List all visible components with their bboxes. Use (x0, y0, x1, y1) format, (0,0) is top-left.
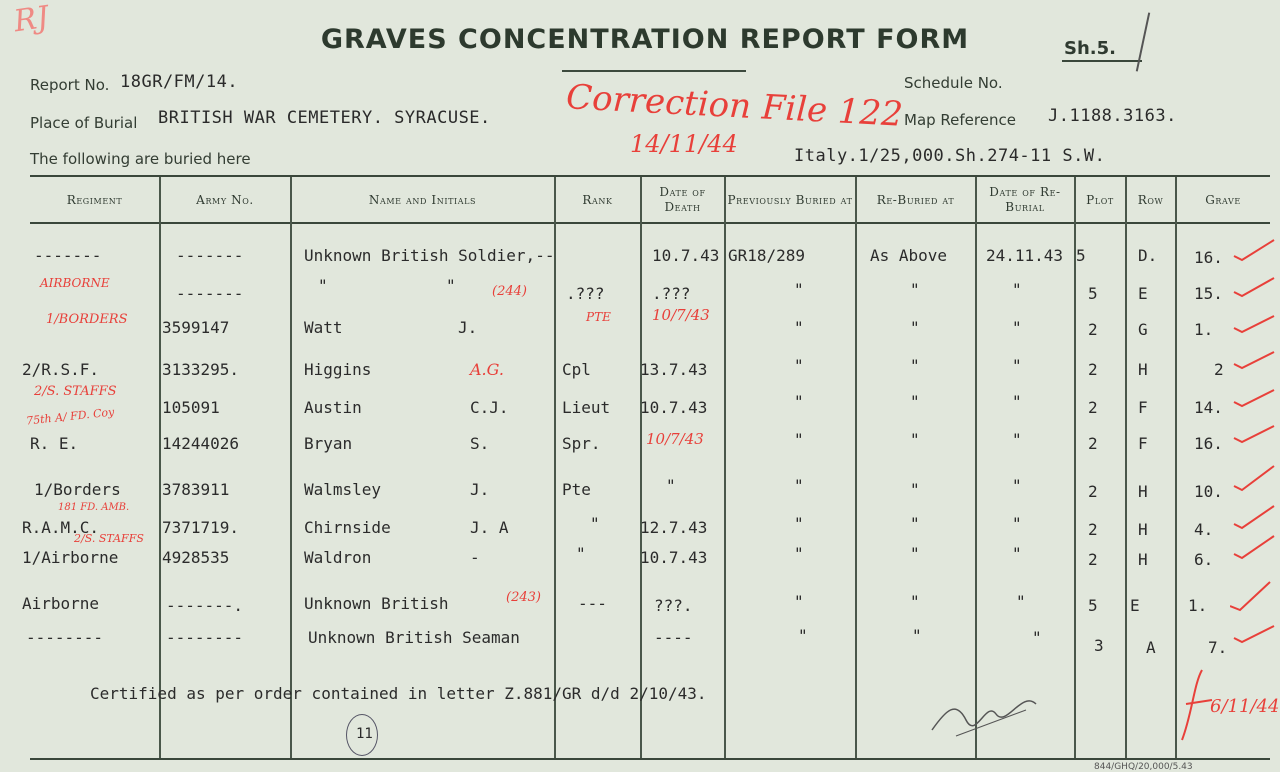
cell-grave: 1. (1188, 596, 1208, 615)
cell-name: " (318, 276, 328, 295)
col-divider (159, 177, 161, 758)
circle-number: 11 (356, 726, 373, 742)
cell-row: H (1138, 360, 1148, 379)
cell-date-of-death: .??? (652, 284, 691, 303)
cell-date-of-death: 10.7.43 (640, 548, 708, 567)
cell-rank: PTE (586, 310, 611, 324)
cell-row: G (1138, 320, 1148, 339)
cell-reburied-at: " (910, 430, 920, 449)
annotation-number: (244) (492, 284, 527, 299)
cell-previously-buried: " (794, 356, 804, 375)
regiment-annotation: 2/S. STAFFS (74, 532, 144, 545)
cell-date-of-death: 10/7/43 (646, 430, 704, 448)
cell-regiment: ------- (34, 246, 102, 265)
cell-date-of-death: 10.7.43 (652, 246, 720, 265)
cell-name: Unknown British (304, 594, 449, 613)
cell-plot: 5 (1088, 596, 1098, 615)
form-code: 844/GHQ/20,000/5.43 (1094, 762, 1193, 772)
cell-previously-buried: " (798, 626, 808, 645)
cell-row: H (1138, 482, 1148, 501)
cell-reburied-at: " (910, 318, 920, 337)
cell-regiment: 1/Airborne (22, 548, 119, 567)
cell-rank: Lieut (562, 398, 611, 417)
map-reference-value: J.1188.3163. (1048, 106, 1177, 126)
cell-name: Waldron (304, 548, 372, 567)
col-divider (1125, 177, 1127, 758)
cell-grave: 4. (1194, 520, 1214, 539)
col-header-grave: Grave (1205, 192, 1241, 207)
cell-name: Watt (304, 318, 343, 337)
report-no-value: 18GR/FM/14. (120, 72, 239, 92)
cell-date-of-death: " (666, 476, 676, 495)
cell-row: H (1138, 550, 1148, 569)
sheet-underline (1062, 60, 1142, 62)
certification-text: Certified as per order contained in letter Z.881/GR d/d 2/10/43. (90, 684, 707, 703)
cell-plot: 2 (1088, 398, 1098, 417)
cell-army-no: 3783911 (162, 480, 230, 499)
col-divider (975, 177, 977, 758)
cell-army-no: ------- (176, 284, 244, 303)
cell-rank: .??? (566, 284, 605, 303)
cell-previously-buried: " (794, 280, 804, 299)
cell-regiment: Airborne (22, 594, 100, 613)
cell-date-of-reburial: " (1012, 544, 1022, 563)
cell-grave: 1. (1194, 320, 1214, 339)
cell-army-no: 7371719. (162, 518, 240, 537)
cell-date-of-reburial: " (1012, 514, 1022, 533)
cell-grave: 14. (1194, 398, 1223, 417)
cell-initials: C.J. (470, 398, 509, 417)
cell-date-of-reburial: " (1012, 430, 1022, 449)
cell-date-of-reburial: " (1032, 628, 1042, 647)
col-header-regiment: Regiment (66, 192, 123, 207)
annotation-number: (243) (506, 590, 541, 605)
cell-reburied-at: " (910, 280, 920, 299)
cell-previously-buried: " (794, 430, 804, 449)
col-divider (640, 177, 642, 758)
cell-regiment: R. E. (30, 434, 79, 453)
cell-plot: 3 (1094, 636, 1104, 655)
cell-army-no: 105091 (162, 398, 220, 417)
cell-rank: ---- (654, 628, 693, 647)
col-header-row: Row (1137, 192, 1164, 207)
cell-date-of-death: 10.7.43 (640, 398, 708, 417)
signature-date: 6/11/44 (1210, 696, 1280, 717)
report-no-label: Report No. (30, 76, 110, 94)
cell-plot: 2 (1088, 550, 1098, 569)
cell-previously-buried: " (794, 392, 804, 411)
cell-name: Higgins (304, 360, 372, 379)
cell-reburied-at: " (912, 626, 922, 645)
cell-row: E (1138, 284, 1148, 303)
title-underline (562, 70, 746, 72)
cell-army-no: 3599147 (162, 318, 230, 337)
correction-note: Correction File 122 (565, 77, 904, 135)
cell-grave: 16. (1194, 248, 1223, 267)
cell-army-no: 14244026 (162, 434, 240, 453)
cell-name: Unknown British Soldier,-- (304, 246, 555, 265)
corner-mark: RJ (11, 0, 51, 40)
cell-initials: S. (470, 434, 490, 453)
cell-grave: 2 (1214, 360, 1224, 379)
table-bottom-rule (30, 758, 1270, 760)
col-header-plot: Plot (1086, 192, 1114, 207)
cell-regiment: AIRBORNE (40, 276, 110, 290)
col-header-previously-buried: Previously Buried at (727, 192, 853, 207)
cell-grave: 7. (1208, 638, 1228, 657)
cell-army-no: -------- (166, 628, 244, 647)
col-divider (290, 177, 292, 758)
cell-previously-buried: " (794, 318, 804, 337)
cell-initials: J. (470, 480, 490, 499)
cell-plot: 2 (1088, 360, 1098, 379)
cell-date-of-death: 12.7.43 (640, 518, 708, 537)
place-of-burial-value: BRITISH WAR CEMETERY. SYRACUSE. (158, 108, 491, 128)
cell-row: D. (1138, 246, 1158, 265)
buried-here-label: The following are buried here (30, 150, 251, 168)
cell-rank: " (590, 514, 600, 533)
cell-army-no: -------. (166, 596, 244, 615)
col-divider (724, 177, 726, 758)
col-divider (855, 177, 857, 758)
map-reference-label: Map Reference (904, 111, 1016, 129)
check-marks (1230, 230, 1280, 650)
cell-date-of-reburial: 24.11.43 (986, 246, 1064, 265)
col-header-date-of-reburial: Date of Re-Burial (989, 185, 1061, 214)
cell-date-of-reburial: " (1012, 280, 1022, 299)
sheet-number: Sh.5. (1064, 38, 1116, 59)
cell-previously-buried: " (794, 514, 804, 533)
cell-date-of-reburial: " (1012, 318, 1022, 337)
cell-name: Unknown British Seaman (308, 628, 520, 647)
table-header-rule (30, 222, 1270, 224)
cell-rank: Cpl (562, 360, 591, 379)
cell-reburied-at: As Above (870, 246, 948, 265)
cell-rank: Pte (562, 480, 591, 499)
cell-plot: 2 (1088, 520, 1098, 539)
col-header-rank: Rank (582, 192, 613, 207)
col-header-army-no: Army No. (196, 192, 254, 207)
cell-initials: J. A (470, 518, 509, 537)
cell-previously-buried: GR18/289 (728, 246, 806, 265)
cell-date-of-reburial: " (1012, 476, 1022, 495)
col-header-reburied-at: Re-Buried at (876, 192, 955, 207)
cell-army-no: ------- (176, 246, 244, 265)
cell-row: F (1138, 434, 1148, 453)
col-header-date-of-death: Date of Death (659, 185, 706, 214)
cell-reburied-at: " (910, 356, 920, 375)
cell-grave: 6. (1194, 550, 1214, 569)
cell-reburied-at: " (910, 592, 920, 611)
cell-regiment: 2/S. STAFFS (34, 384, 117, 399)
cell-grave: 16. (1194, 434, 1223, 453)
cell-previously-buried: " (794, 592, 804, 611)
cell-row: A (1146, 638, 1156, 657)
regiment-annotation: 75th A/ FD. Coy (25, 405, 115, 428)
signature (926, 680, 1046, 740)
cell-initials: - (470, 548, 480, 567)
cell-reburied-at: " (910, 480, 920, 499)
cell-name: Bryan (304, 434, 353, 453)
cell-army-no: 4928535 (162, 548, 230, 567)
cell-regiment: 1/Borders (34, 480, 121, 499)
cell-plot: 5 (1088, 284, 1098, 303)
place-of-burial-label: Place of Burial (30, 114, 138, 132)
cell-name: Austin (304, 398, 362, 417)
schedule-no-label: Schedule No. (904, 74, 1003, 92)
cell-rank: --- (578, 594, 607, 613)
cell-row: F (1138, 398, 1148, 417)
cell-initials: J. (458, 318, 478, 337)
cell-plot: 2 (1088, 482, 1098, 501)
cell-row: H (1138, 520, 1148, 539)
cell-reburied-at: " (910, 392, 920, 411)
cell-army-no: 3133295. (162, 360, 240, 379)
cell-row: E (1130, 596, 1140, 615)
cell-previously-buried: " (794, 544, 804, 563)
table-top-rule (30, 175, 1270, 177)
cell-date-of-death: 10/7/43 (652, 306, 710, 324)
cell-date-of-reburial: " (1012, 356, 1022, 375)
cell-grave: 15. (1194, 284, 1223, 303)
cell-initials: " (446, 276, 456, 295)
cell-name: Walmsley (304, 480, 382, 499)
cell-name: Chirnside (304, 518, 391, 537)
regiment-annotation: 181 FD. AMB. (58, 502, 130, 513)
cell-rank: Spr. (562, 434, 601, 453)
correction-date: 14/11/44 (630, 130, 738, 158)
cell-initials: A.G. (470, 360, 504, 379)
cell-previously-buried: " (794, 476, 804, 495)
cell-date-of-death: ???. (654, 596, 693, 615)
col-header-name: Name and Initials (368, 192, 477, 207)
cell-regiment: -------- (26, 628, 104, 647)
cell-plot: 2 (1088, 320, 1098, 339)
map-sheet-value: Italy.1/25,000.Sh.274-11 S.W. (794, 146, 1106, 166)
cell-reburied-at: " (910, 514, 920, 533)
cell-date-of-death: 13.7.43 (640, 360, 708, 379)
cell-date-of-reburial: " (1012, 392, 1022, 411)
form-title: GRAVES CONCENTRATION REPORT FORM (320, 24, 970, 55)
cell-regiment: R.A.M.C. (22, 518, 100, 537)
cell-grave: 10. (1194, 482, 1223, 501)
cell-plot: 2 (1088, 434, 1098, 453)
cell-regiment: 2/R.S.F. (22, 360, 100, 379)
cell-regiment: 1/BORDERS (46, 312, 128, 327)
cell-plot: 5 (1076, 246, 1086, 265)
cell-rank: " (576, 544, 586, 563)
cell-date-of-reburial: " (1016, 592, 1026, 611)
cell-reburied-at: " (910, 544, 920, 563)
